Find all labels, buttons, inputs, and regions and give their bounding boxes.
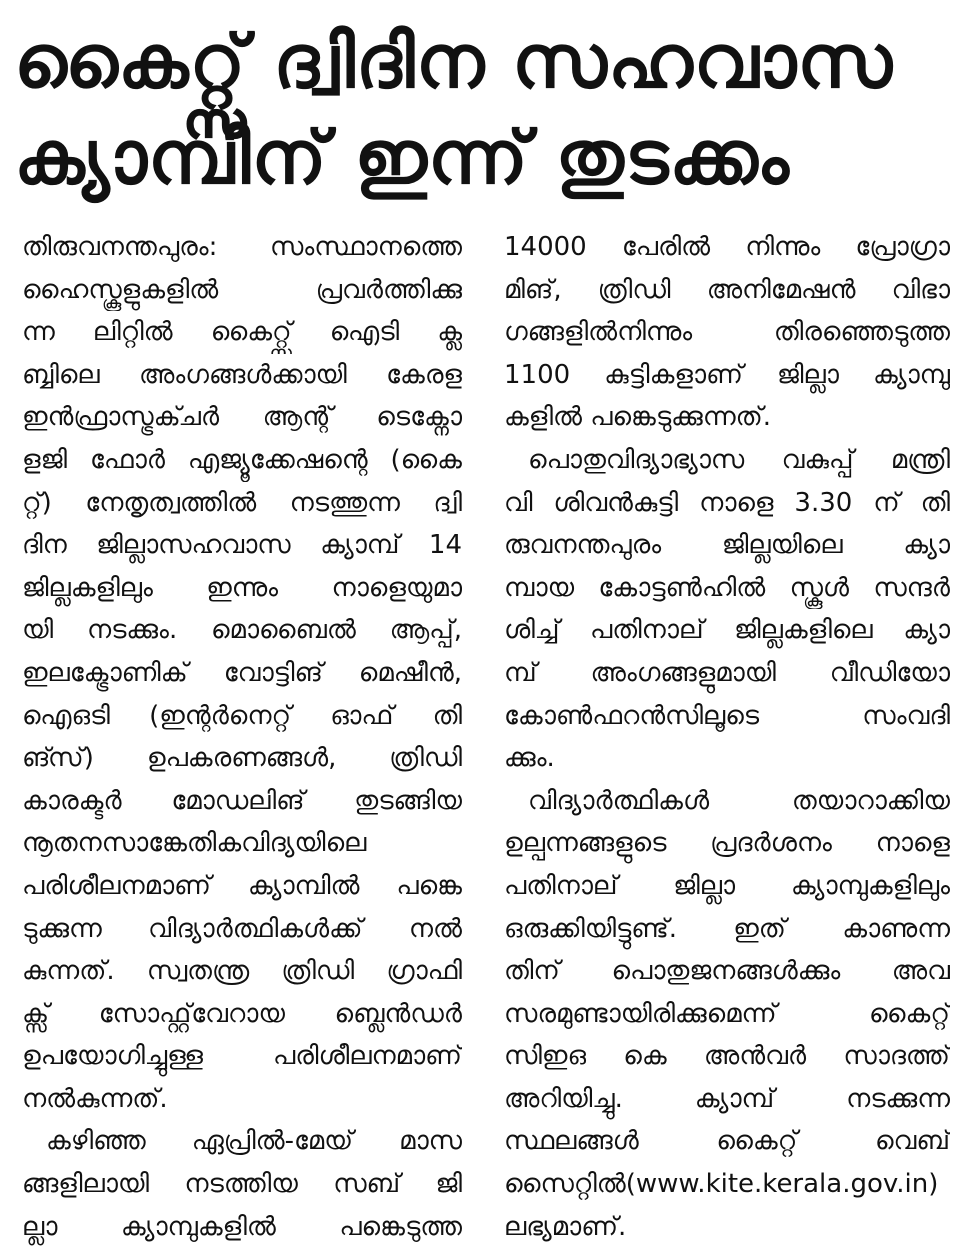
- column-line: ദിന ജില്ലാസഹവാസ ക്യാമ്പ് 14: [22, 530, 462, 561]
- column-line: അറിയിച്ചു. ക്യാമ്പ് നടക്കുന്ന: [504, 1083, 950, 1114]
- column-line: ഉല്പന്നങ്ങളുടെ പ്രദർശനം നാളെ: [504, 828, 950, 859]
- column-line: പരിശീലനമാണ് ക്യാമ്പിൽ പങ്കെ: [22, 870, 462, 901]
- column-line: പൊതുവിദ്യാഭ്യാസ വകുപ്പ് മന്ത്രി: [528, 444, 950, 475]
- column-line: മിങ്, ത്രിഡി അനിമേഷൻ വിഭാ: [504, 274, 950, 305]
- column-line: ല്ലാ ക്യാമ്പുകളിൽ പങ്കെടുത്ത: [22, 1211, 462, 1242]
- column-line: നൽകുന്നത്.: [22, 1083, 168, 1114]
- article-column-left: [22, 226, 462, 1248]
- column-line: ഒരുക്കിയിട്ടുണ്ട്. ഇത് കാണുന്ന: [504, 913, 950, 944]
- column-line: ഇലക്ട്രോണിക് വോട്ടിങ് മെഷീൻ,: [22, 657, 462, 688]
- column-line: തിരുവനന്തപുരം: സംസ്ഥാനത്തെ: [22, 232, 462, 262]
- column-line: വിദ്യാർത്ഥികൾ തയാറാക്കിയ: [528, 785, 950, 816]
- column-line: നൂതനസാങ്കേതികവിദ്യയിലെ: [22, 828, 367, 859]
- column-line: വി ശിവൻകുട്ടി നാളെ 3.30 ന് തി: [504, 487, 950, 518]
- column-line: 14000 പേരിൽ നിന്നും പ്രോഗ്രാ: [504, 232, 950, 262]
- column-line: തിന് പൊതുജനങ്ങൾക്കും അവ: [504, 956, 950, 987]
- column-line: മ്പ് അംഗങ്ങളുമായി വീഡിയോ: [504, 657, 950, 688]
- column-line: കളിൽ പങ്കെടുക്കുന്നത്.: [504, 402, 772, 433]
- column-line: ഹൈസ്കൂളുകളിൽ പ്രവർത്തിക്കു: [22, 274, 462, 305]
- column-line: ക്കും.: [504, 743, 555, 774]
- column-line: ബ്ബിലെ അംഗങ്ങൾക്കായി കേരള: [22, 359, 462, 390]
- column-line: ടുക്കുന്ന വിദ്യാർത്ഥികൾക്ക് നൽ: [22, 913, 462, 944]
- column-line: കോൺഫറൻസിലൂടെ സംവദി: [504, 700, 950, 731]
- article-column-right: [504, 226, 950, 1248]
- column-line: ങ്സ്) ഉപകരണങ്ങൾ, ത്രിഡി: [22, 743, 462, 774]
- column-line: 1100 കുട്ടികളാണ് ജില്ലാ ക്യാമ്പു: [504, 359, 950, 390]
- headline-line-2: ക്യാമ്പിന് ഇന്ന് തുടക്കം: [14, 115, 790, 201]
- column-line: രുവനന്തപുരം ജില്ലയിലെ ക്യാ: [504, 530, 950, 561]
- column-line: ങ്ങളിലായി നടത്തിയ സബ് ജി: [22, 1169, 462, 1200]
- column-line: ക്സ് സോഫ്റ്റ്‌വേറായ ബ്ലെൻഡർ: [22, 998, 462, 1029]
- column-line: ലഭ്യമാണ്.: [504, 1211, 627, 1242]
- column-line: ജില്ലകളിലും ഇന്നും നാളെയുമാ: [22, 572, 462, 603]
- column-line: ഐഒടി (ഇന്റർനെറ്റ് ഓഫ് തി: [22, 700, 462, 731]
- column-line: കഴിഞ്ഞ ഏപ്രിൽ-മേയ് മാസ: [46, 1126, 462, 1157]
- column-line: ന്ന ലിറ്റിൽ കൈറ്റ്സ് ഐടി ക്ല: [22, 317, 462, 348]
- column-line: സരമുണ്ടായിരിക്കുമെന്ന് കൈറ്റ്: [504, 998, 950, 1029]
- column-line: കുന്നത്. സ്വതന്ത്ര ത്രിഡി ഗ്രാഫി: [22, 956, 462, 987]
- column-line: മ്പായ കോട്ടൺഹിൽ സ്കൂൾ സന്ദർ: [504, 572, 950, 603]
- column-line: ഉപയോഗിച്ചുള്ള പരിശീലനമാണ്: [22, 1041, 462, 1072]
- column-line: ഗങ്ങളിൽനിന്നും തിരഞ്ഞെടുത്ത: [504, 317, 950, 348]
- column-line: കാരക്ടർ മോഡലിങ് തുടങ്ങിയ: [22, 785, 462, 816]
- column-line: ഇൻഫ്രാസ്ട്രക്ചർ ആന്റ് ടെക്നോ: [22, 402, 462, 433]
- headline-line-1: കൈറ്റ്സ് ദ്വിദിന സഹവാസ: [14, 19, 894, 105]
- column-line: സൈറ്റിൽ(www.kite.kerala.gov.in): [504, 1169, 939, 1200]
- column-line: സ്ഥലങ്ങൾ കൈറ്റ് വെബ്: [504, 1126, 950, 1157]
- headline: [14, 14, 959, 206]
- column-line: പതിനാല് ജില്ലാ ക്യാമ്പുകളിലും: [504, 870, 950, 901]
- column-line: ളജി ഫോർ എജ്യൂക്കേഷന്റെ (കൈ: [22, 444, 462, 475]
- column-line: ശിച്ച് പതിനാല് ജില്ലകളിലെ ക്യാ: [504, 615, 950, 646]
- column-line: സിഇഒ കെ അൻവർ സാദത്ത്: [504, 1041, 950, 1072]
- column-line: യി നടക്കും. മൊബൈൽ ആപ്പ്,: [22, 615, 462, 646]
- column-line: റ്റ്) നേതൃത്വത്തിൽ നടത്തുന്ന ദ്വി: [22, 487, 462, 518]
